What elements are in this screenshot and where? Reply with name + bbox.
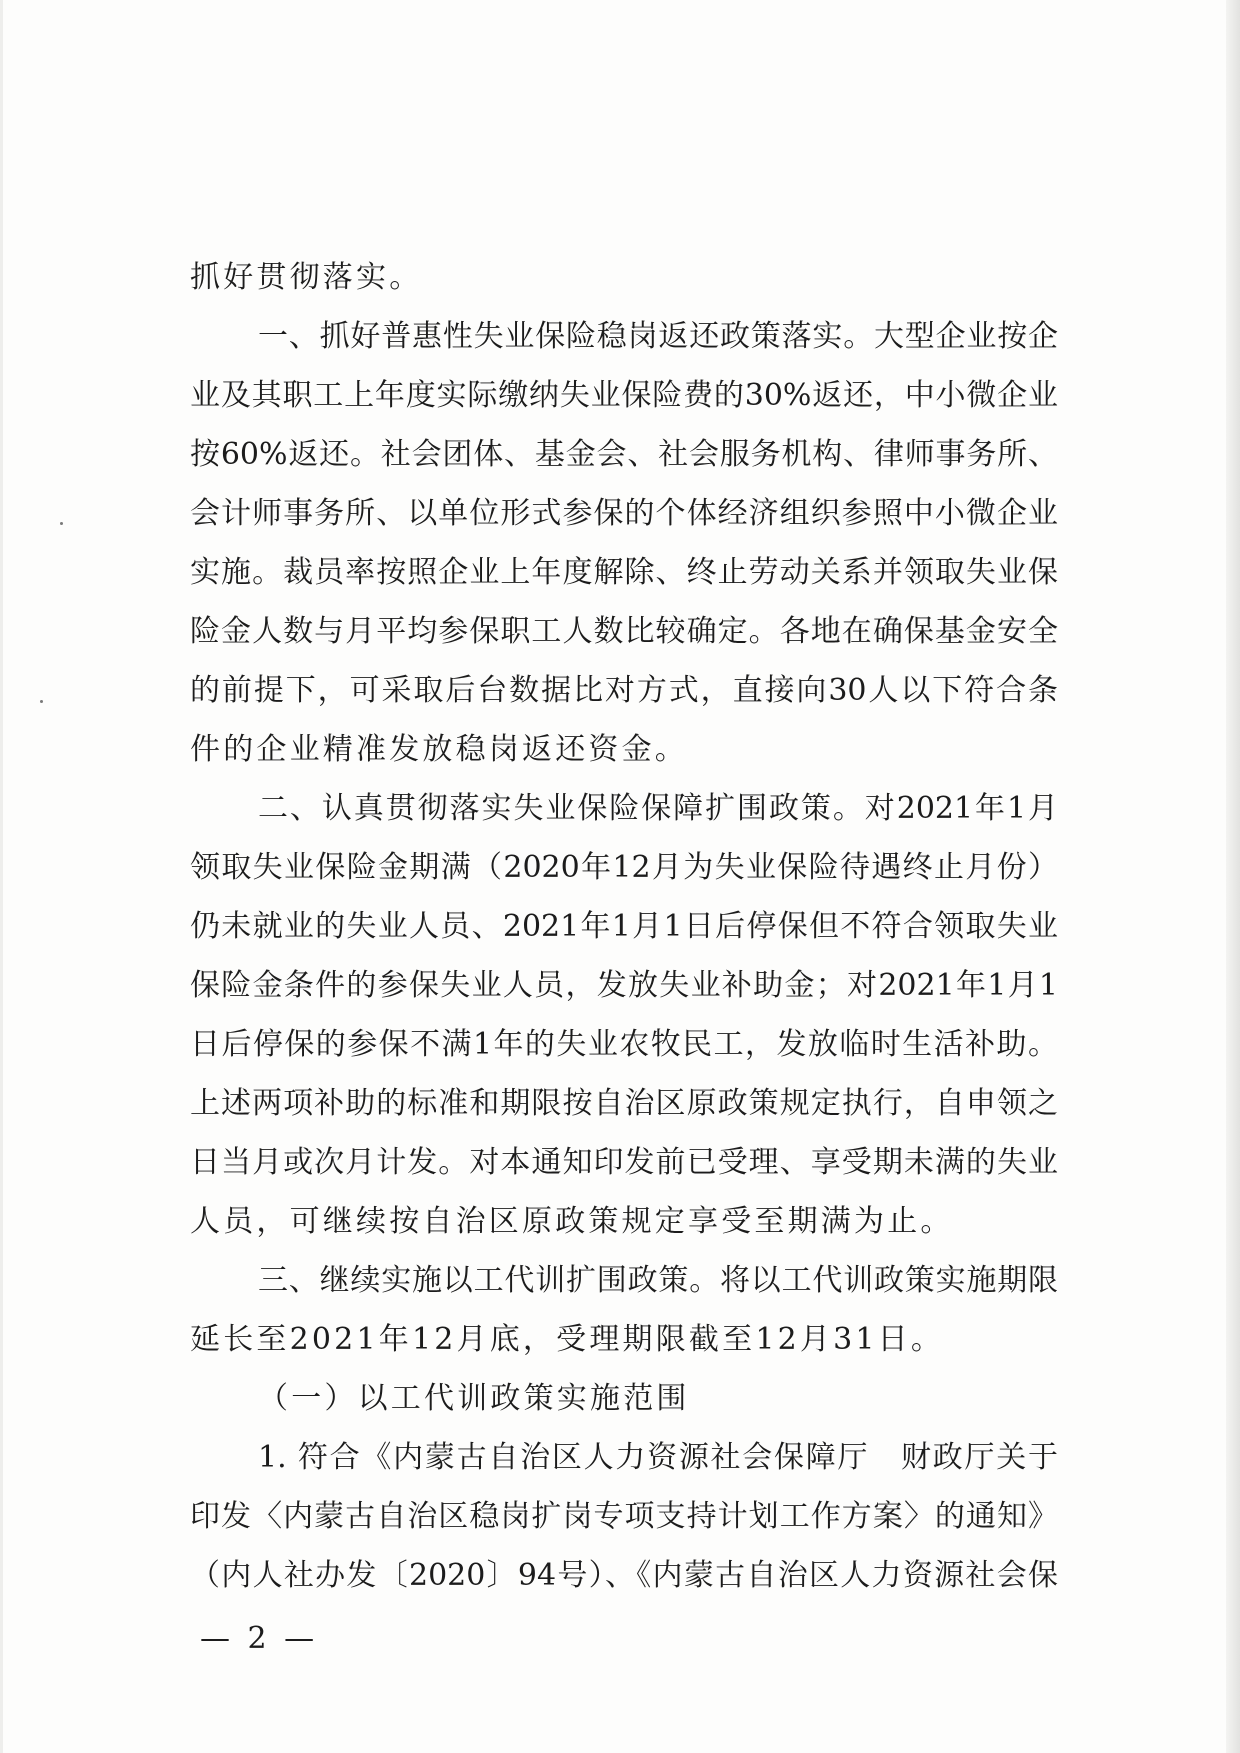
body-line: 业及其职工上年度实际缴纳失业保险费的30%返还，中小微企业 xyxy=(190,378,1058,413)
body-line: 会计师事务所、以单位形式参保的个体经济组织参照中小微企业 xyxy=(190,496,1058,531)
body-line: 险金人数与月平均参保职工人数比较确定。各地在确保基金安全 xyxy=(190,614,1058,649)
body-line: 三、继续实施以工代训扩围政策。将以工代训政策实施期限 xyxy=(258,1263,1058,1298)
body-line: 日后停保的参保不满1年的失业农牧民工，发放临时生活补助。 xyxy=(190,1027,1058,1062)
body-line: 按60%返还。社会团体、基金会、社会服务机构、律师事务所、 xyxy=(190,437,1058,472)
page-number: — 2 — xyxy=(200,1621,319,1656)
body-line: 的前提下，可采取后台数据比对方式，直接向30人以下符合条 xyxy=(190,673,1058,708)
body-line: 印发〈内蒙古自治区稳岗扩岗专项支持计划工作方案〉的通知》 xyxy=(190,1499,1058,1534)
body-line: 仍未就业的失业人员、2021年1月1日后停保但不符合领取失业 xyxy=(190,909,1058,944)
scan-speck xyxy=(60,522,63,525)
body-line: （内人社办发〔2020〕94号）、《内蒙古自治区人力资源社会保 xyxy=(190,1558,1058,1593)
body-line: 二、认真贯彻落实失业保险保障扩围政策。对2021年1月 xyxy=(258,791,1058,826)
body-line: 日当月或次月计发。对本通知印发前已受理、享受期未满的失业 xyxy=(190,1145,1058,1180)
body-line: 领取失业保险金期满（2020年12月为失业保险待遇终止月份） xyxy=(190,850,1058,885)
body-line: 上述两项补助的标准和期限按自治区原政策规定执行，自申领之 xyxy=(190,1086,1058,1121)
scan-speck xyxy=(40,700,43,703)
body-line: 抓好贯彻落实。 xyxy=(190,260,423,295)
body-line: 人员，可继续按自治区原政策规定享受至期满为止。 xyxy=(190,1204,954,1239)
body-line: 1. 符合《内蒙古自治区人力资源社会保障厅 财政厅关于 xyxy=(258,1440,1058,1475)
body-line: 一、抓好普惠性失业保险稳岗返还政策落实。大型企业按企 xyxy=(258,319,1058,354)
body-line: 实施。裁员率按照企业上年度解除、终止劳动关系并领取失业保 xyxy=(190,555,1058,590)
body-line: 件的企业精准发放稳岗返还资金。 xyxy=(190,732,688,767)
body-line: 延长至2021年12月底，受理期限截至12月31日。 xyxy=(190,1322,945,1357)
section-heading: （一）以工代训政策实施范围 xyxy=(258,1381,690,1416)
body-line: 保险金条件的参保失业人员，发放失业补助金；对2021年1月1 xyxy=(190,968,1058,1003)
